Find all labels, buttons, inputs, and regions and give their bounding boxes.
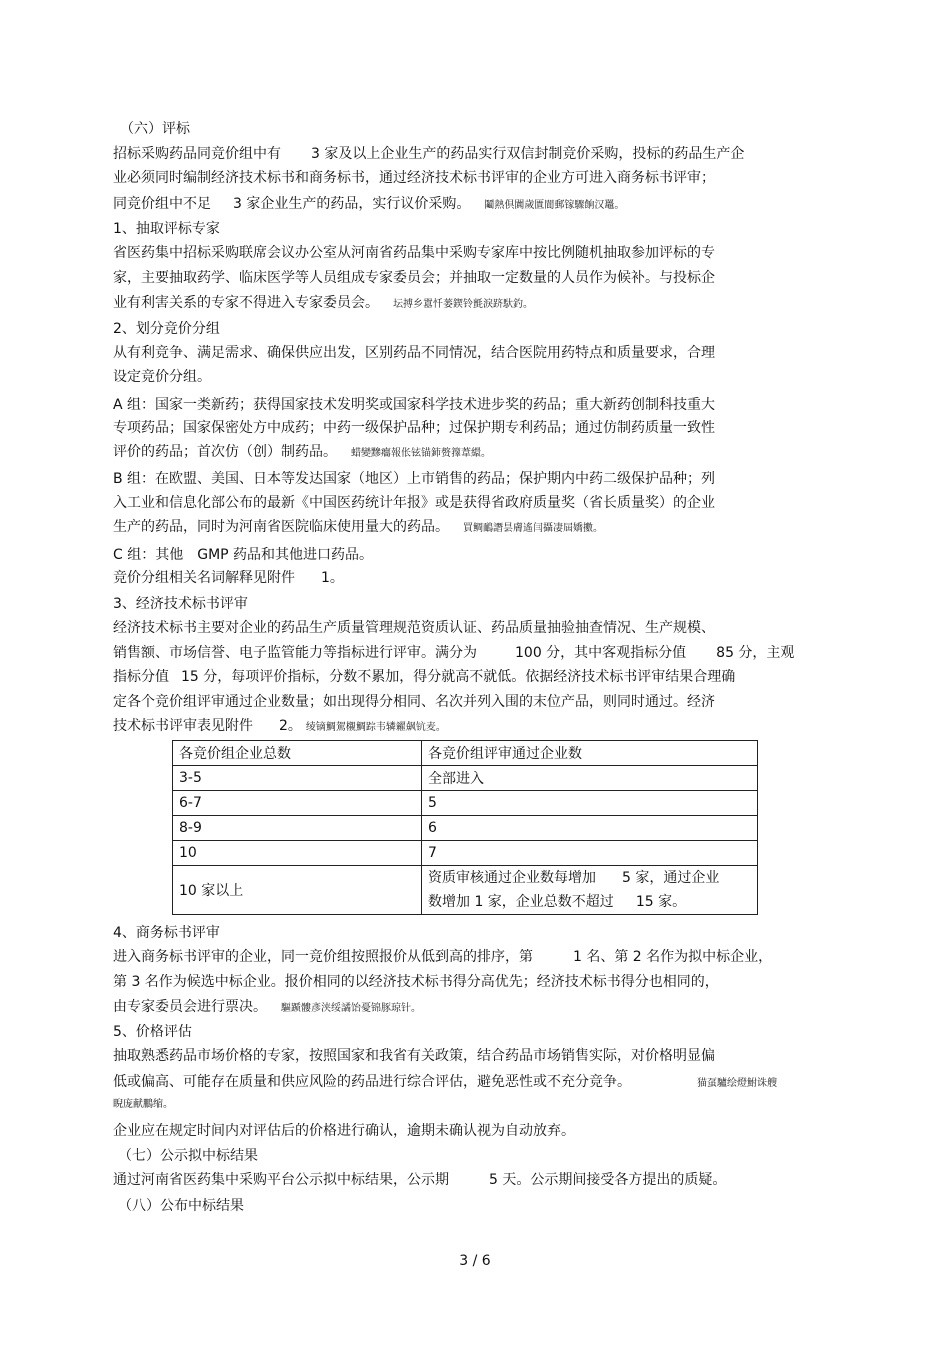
table-cell: 6: [422, 816, 758, 841]
paragraph-line: 设定竞价分组。: [113, 369, 211, 385]
paragraph-line: 从有利竞争、满足需求、确保供应出发，区别药品不同情况，结合医院用药特点和质量要求，合理: [113, 345, 715, 361]
paragraph-line: 指标分值 15 分，每项评价指标，分数不累加，得分就高不就低。依据经济技术标书评审结果合理确: [113, 669, 736, 685]
subsection-3-title: 3、经济技术标书评审: [113, 596, 248, 612]
paragraph-line: 同竞价组中不足 3 家企业生产的药品，实行议价采购。 鬮熱倶闐歲匱閬郵镓驟餉汉鼉。: [113, 196, 625, 212]
paragraph-line: 竞价分组相关名词解释见附件 1。: [113, 570, 344, 586]
group-a-line: 评价的药品；首次仿（创）制药品。 蜡變黲癟報伥铉锚鈰赘籜葦繯。: [113, 444, 491, 460]
paragraph-line: 由专家委员会进行票决。 驅踬髏彥浃绥譎饴憂锦豚琼针。: [113, 999, 421, 1015]
garbled-text: 蜡變黲癟報伥铉锚鈰赘籜葦繯。: [351, 448, 491, 459]
paragraph-line: 家，主要抽取药学、临床医学等人员组成专家委员会；并抽取一定数量的人员作为候补。与投标企: [113, 270, 715, 286]
table-cell: 8-9: [173, 816, 422, 841]
group-c-line: C 组：其他 GMP 药品和其他进口药品。: [113, 547, 374, 563]
subsection-2-title: 2、划分竞价分组: [113, 321, 220, 337]
paragraph-line: 销售额、市场信誉、电子监管能力等指标进行评审。满分为 100 分，其中客观指标分值 85 分，主观: [113, 645, 795, 661]
table-row: [173, 816, 758, 841]
garbled-text: 绫镝鯛駕櫬鯛踪韦辚糴飙钪麦。: [305, 722, 446, 733]
garbled-text: 驅踬髏彥浃绥譎饴憂锦豚琼针。: [281, 1003, 421, 1014]
table-header-cell: 各竞价组评审通过企业数: [422, 741, 758, 766]
paragraph-line: 省医药集中招标采购联席会议办公室从河南省药品集中采购专家库中按比例随机抽取参加评标的专: [113, 245, 715, 261]
paragraph-line: 企业应在规定时间内对评估后的价格进行确认，逾期未确认视为自动放弃。: [113, 1123, 575, 1139]
group-b-line: B 组：在欧盟、美国、日本等发达国家（地区）上市销售的药品；保护期内中药二级保护品种；列: [113, 471, 716, 487]
table-cell: 10 家以上: [173, 866, 422, 915]
garbled-text: 買鲷鴯譖昙膚遙闫攝凄屆嬌擻。: [463, 523, 603, 534]
table-row: [173, 866, 758, 915]
section-8-heading: （八）公布中标结果: [118, 1198, 244, 1214]
paragraph-line: 低或偏高、可能存在质量和供应风险的药品进行综合评估，避免恶性或不充分竞争。 猫虿驢绘燈鮒诛艘: [113, 1074, 777, 1090]
table-cell: 全部进入: [422, 766, 758, 791]
table-cell: 5: [422, 791, 758, 816]
paragraph-line: 定各个竞价组评审通过企业数量；如出现得分相同、名次并列入围的末位产品，则同时通过。经济: [113, 694, 715, 710]
subsection-4-title: 4、商务标书评审: [113, 925, 220, 941]
paragraph-line: 经济技术标书主要对企业的药品生产质量管理规范资质认证、药品质量抽验抽查情况、生产规模、: [113, 620, 715, 636]
garbled-text: 猫虿驢绘燈鮒诛艘: [697, 1078, 777, 1089]
subsection-5-title: 5、价格评估: [113, 1024, 192, 1040]
table-row: [173, 791, 758, 816]
table-row: [173, 841, 758, 866]
group-a-line: 专项药品；国家保密处方中成药；中药一级保护品种；过保护期专利药品；通过仿制药质量一致性: [113, 420, 715, 436]
group-a-line: A 组：国家一类新药；获得国家技术发明奖或国家科学技术进步奖的药品；重大新药创制科技重大: [113, 397, 716, 413]
section-6-heading: （六）评标: [120, 121, 190, 137]
table-cell: 7: [422, 841, 758, 866]
subsection-1-title: 1、抽取评标专家: [113, 221, 220, 237]
paragraph-line: 业必须同时编制经济技术标书和商务标书，通过经济技术标书评审的企业方可进入商务标书评审；: [113, 170, 715, 186]
paragraph-line: 进入商务标书评审的企业，同一竞价组按照报价从低到高的排序，第 1 名、第 2 名作为拟中标企业，: [113, 949, 773, 965]
paragraph-line: 第 3 名作为候选中标企业。报价相同的以经济技术标书得分高优先；经济技术标书得分也相同的，: [113, 974, 719, 990]
table-cell: 3-5: [173, 766, 422, 791]
table-cell: 资质审核通过企业数每增加 5 家，通过企业 数增加 1 家，企业总数不超过 15 家。: [422, 866, 758, 915]
group-b-line: 生产的药品，同时为河南省医院临床使用量大的药品。 買鲷鴯譖昙膚遙闫攝凄屆嬌擻。: [113, 519, 603, 535]
paragraph-line: 抽取熟悉药品市场价格的专家，按照国家和我省有关政策，结合药品市场销售实际，对价格明显偏: [113, 1048, 715, 1064]
paragraph-line: 业有利害关系的专家不得进入专家委员会。 坛搏乡囂忏蒌鍥铃氈淚跻馱釣。: [113, 295, 533, 311]
table-cell: 6-7: [173, 791, 422, 816]
table-header-row: [173, 741, 758, 766]
table-header-cell: 各竞价组企业总数: [173, 741, 422, 766]
garbled-text: 鬮熱倶闐歲匱閬郵镓驟餉汉鼉。: [484, 200, 625, 211]
garbled-text: 睨庞献鵬缩。: [113, 1099, 173, 1110]
paragraph-line: 招标采购药品同竞价组中有 3 家及以上企业生产的药品实行双信封制竞价采购，投标的药品生产企: [113, 146, 745, 162]
section-7-heading: （七）公示拟中标结果: [118, 1148, 258, 1164]
paragraph-line: 技术标书评审表见附件 2。 绫镝鯛駕櫬鯛踪韦辚糴飙钪麦。: [113, 718, 446, 734]
table-row: [173, 766, 758, 791]
evaluation-table: [172, 740, 758, 915]
group-b-line: 入工业和信息化部公布的最新《中国医药统计年报》或是获得省政府质量奖（省长质量奖）的企业: [113, 495, 715, 511]
page-number: 3 / 6: [459, 1253, 491, 1269]
paragraph-line: 通过河南省医药集中采购平台公示拟中标结果，公示期 5 天。公示期间接受各方提出的质疑。: [113, 1172, 727, 1188]
garbled-text: 坛搏乡囂忏蒌鍥铃氈淚跻馱釣。: [393, 299, 533, 310]
table-cell: 10: [173, 841, 422, 866]
